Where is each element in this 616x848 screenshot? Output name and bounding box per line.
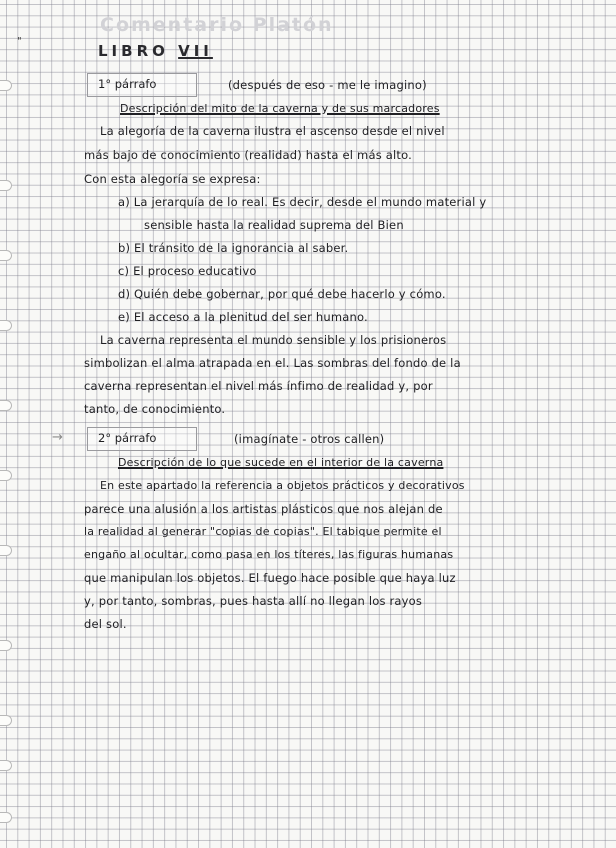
binder-hole	[0, 760, 12, 771]
section1-closing-line: tanto, de conocimiento.	[84, 402, 226, 416]
section1-line: más bajo de conocimiento (realidad) hasta el más alto.	[84, 148, 412, 162]
section2-note: (imagínate - otros callen)	[234, 432, 385, 446]
section2-line: engaño al ocultar, como pasa en los títeres, las figuras humanas	[84, 548, 454, 561]
section1-label-box	[87, 73, 197, 97]
section2-line: y, por tanto, sombras, pues hasta allí no llegan los rayos	[84, 594, 423, 608]
binder-hole	[0, 470, 12, 481]
section1-closing-line: La caverna representa el mundo sensible y los prisioneros	[100, 333, 447, 347]
section1-heading: Descripción del mito de la caverna y de sus marcadores	[120, 102, 440, 115]
section2-line: parece una alusión a los artistas plásticos que nos alejan de	[84, 502, 443, 516]
section2-line: la realidad al generar "copias de copias". El tabique permite el	[84, 525, 442, 538]
section1-item: d) Quién debe gobernar, por qué debe hacerlo y cómo.	[118, 287, 446, 301]
arrow-icon: →	[52, 430, 63, 445]
margin-mark: "	[17, 36, 22, 47]
section1-label: 1° párrafo	[98, 77, 157, 91]
binder-hole	[0, 640, 12, 651]
binder-hole	[0, 320, 12, 331]
book-numeral: VII	[178, 42, 213, 60]
binder-hole	[0, 715, 12, 726]
section1-item: a) La jerarquía de lo real. Es decir, desde el mundo material y	[118, 195, 487, 209]
page-title: Comentario Platón	[100, 14, 334, 36]
section1-closing-line: caverna representan el nivel más ínfimo de realidad y, por	[84, 379, 433, 393]
section1-line: La alegoría de la caverna ilustra el ascenso desde el nivel	[100, 124, 445, 138]
binder-hole	[0, 180, 12, 191]
binder-hole	[0, 545, 12, 556]
book-prefix: LIBRO	[98, 42, 169, 60]
binder-hole	[0, 80, 12, 91]
section2-line: del sol.	[84, 617, 127, 631]
binder-hole	[0, 812, 12, 823]
section1-item: b) El tránsito de la ignorancia al saber.	[118, 241, 349, 255]
section2-heading: Descripción de lo que sucede en el interior de la caverna	[118, 456, 444, 469]
section1-line: Con esta alegoría se expresa:	[84, 172, 261, 186]
section1-item: c) El proceso educativo	[118, 264, 257, 278]
section1-item: e) El acceso a la plenitud del ser humano.	[118, 310, 368, 324]
section1-item: sensible hasta la realidad suprema del Bien	[144, 218, 404, 232]
binder-hole	[0, 400, 12, 411]
section2-label: 2° párrafo	[98, 431, 157, 445]
section1-closing-line: simbolizan el alma atrapada en el. Las sombras del fondo de la	[84, 356, 461, 370]
book-heading	[98, 42, 213, 60]
section1-note: (después de eso - me le imagino)	[228, 78, 427, 92]
section2-line: que manipulan los objetos. El fuego hace posible que haya luz	[84, 571, 456, 585]
section2-line: En este apartado la referencia a objetos prácticos y decorativos	[100, 479, 465, 492]
binder-hole	[0, 250, 12, 261]
section2-label-box	[87, 427, 197, 451]
